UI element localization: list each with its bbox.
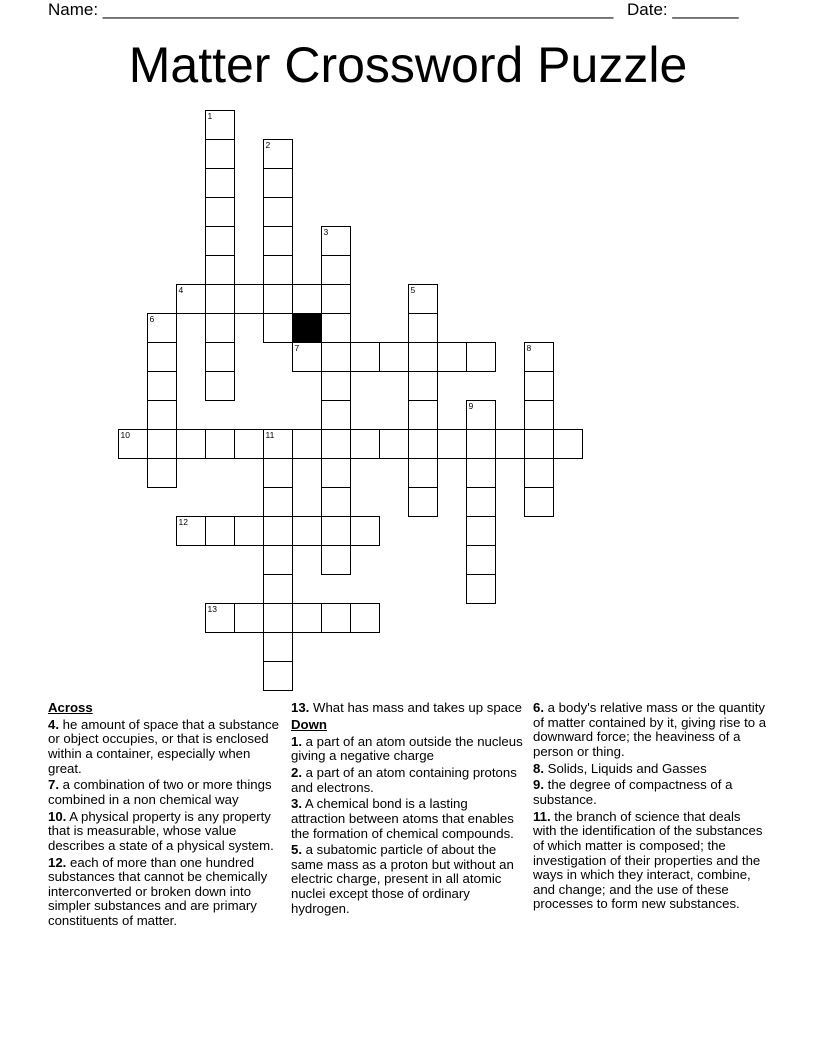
crossword-cell[interactable]: [408, 342, 438, 372]
crossword-cell[interactable]: [524, 342, 554, 372]
crossword-cell[interactable]: [524, 371, 554, 401]
crossword-cell[interactable]: [263, 197, 293, 227]
crossword-cell[interactable]: [234, 603, 264, 633]
clue-down-5: 5. a subatomic particle of about the same mass as a proton but without an electric charge, present in all atomic nuclei except those of ordinary hydrogen.: [291, 842, 514, 916]
clue-number: 2: [265, 140, 271, 150]
crossword-cell[interactable]: [263, 574, 293, 604]
clue-number: 13: [207, 604, 217, 614]
clue-across-10: 10. A physical property is any property that is measurable, whose value describes a state of a physical system.: [48, 808, 274, 853]
crossword-cell[interactable]: [263, 226, 293, 256]
crossword-cell[interactable]: [263, 168, 293, 198]
crossword-cell[interactable]: [495, 429, 525, 459]
crossword-cell[interactable]: [524, 458, 554, 488]
crossword-cell[interactable]: [466, 429, 496, 459]
crossword-cell[interactable]: [408, 371, 438, 401]
crossword-cell[interactable]: [292, 342, 322, 372]
crossword-cell[interactable]: [263, 487, 293, 517]
crossword-cell[interactable]: [263, 661, 293, 691]
crossword-cell[interactable]: [118, 429, 148, 459]
crossword-cell[interactable]: [553, 429, 583, 459]
crossword-cell[interactable]: [466, 545, 496, 575]
crossword-cell[interactable]: [205, 371, 235, 401]
clue-number: 7: [294, 343, 300, 353]
crossword-cell[interactable]: [321, 603, 351, 633]
crossword-cell[interactable]: [292, 516, 322, 546]
crossword-cell[interactable]: [466, 487, 496, 517]
crossword-cell[interactable]: [408, 458, 438, 488]
crossword-cell[interactable]: [263, 284, 293, 314]
crossword-cell[interactable]: [350, 516, 380, 546]
clue-number: 5: [410, 285, 416, 295]
crossword-cell[interactable]: [176, 516, 206, 546]
crossword-cell[interactable]: [263, 313, 293, 343]
crossword-cell[interactable]: [205, 429, 235, 459]
crossword-cell[interactable]: [147, 458, 177, 488]
crossword-cell[interactable]: [466, 400, 496, 430]
crossword-cell[interactable]: [234, 516, 264, 546]
crossword-cell[interactable]: [466, 342, 496, 372]
crossword-cell[interactable]: [205, 516, 235, 546]
clue-down-8: 8. Solids, Liquids and Gasses: [533, 760, 707, 776]
crossword-cell[interactable]: [292, 603, 322, 633]
crossword-cell[interactable]: [205, 139, 235, 169]
crossword-cell[interactable]: [263, 516, 293, 546]
clues-column-3: [533, 701, 767, 914]
page-title: Matter Crossword Puzzle: [128, 37, 688, 93]
crossword-cell[interactable]: [263, 603, 293, 633]
clue-across-4: 4. he amount of space that a substance or object occupies, or that is enclosed within a container, especially when great.: [48, 716, 279, 776]
crossword-cell[interactable]: [466, 574, 496, 604]
crossword-cell[interactable]: [321, 255, 351, 285]
crossword-cell[interactable]: [321, 545, 351, 575]
crossword-cell[interactable]: [408, 313, 438, 343]
crossword-black-cell: [292, 313, 322, 343]
crossword-cell[interactable]: [350, 429, 380, 459]
clue-number: 9: [468, 401, 474, 411]
clue-number: 11: [265, 430, 275, 440]
crossword-cell[interactable]: [205, 313, 235, 343]
crossword-cell[interactable]: [408, 429, 438, 459]
crossword-cell[interactable]: [263, 632, 293, 662]
crossword-cell[interactable]: [321, 487, 351, 517]
crossword-cell[interactable]: [466, 516, 496, 546]
clue-across-7: 7. a combination of two or more things combined in a non chemical way: [48, 777, 272, 807]
crossword-cell[interactable]: [466, 458, 496, 488]
crossword-cell[interactable]: [321, 226, 351, 256]
clue-across-12: 12. each of more than one hundred substances that cannot be chemically interconverted or broken down into simpler substances and are primary constituents of matter.: [48, 854, 268, 929]
clue-number: 3: [323, 227, 329, 237]
crossword-cell[interactable]: [321, 458, 351, 488]
crossword-cell[interactable]: [147, 400, 177, 430]
crossword-cell[interactable]: [205, 255, 235, 285]
crossword-cell[interactable]: [263, 429, 293, 459]
crossword-cell[interactable]: [263, 139, 293, 169]
clue-across-13: 13. What has mass and takes up space: [291, 700, 522, 715]
crossword-cell[interactable]: [408, 400, 438, 430]
clue-down-1: 1. a part of an atom outside the nucleus giving a negative charge: [291, 733, 523, 764]
crossword-cell[interactable]: [524, 487, 554, 517]
clue-down-6: 6. a body's relative mass or the quantity of matter contained by it, giving rise to a downward force; the heaviness of a person or thing.: [533, 700, 767, 759]
crossword-cell[interactable]: [176, 429, 206, 459]
crossword-cell[interactable]: [524, 400, 554, 430]
crossword-cell[interactable]: [205, 603, 235, 633]
clue-down-11: 11. the branch of science that deals with the identification of the substances of which matter is composed; the investigation of their properties and the ways in which they interact, combine, and change; and the use of these processes to form new substances.: [533, 808, 763, 912]
crossword-cell[interactable]: [321, 313, 351, 343]
crossword-cell[interactable]: [147, 342, 177, 372]
clue-number: 6: [149, 314, 155, 324]
crossword-cell[interactable]: [263, 458, 293, 488]
clue-number: 10: [120, 430, 130, 440]
crossword-cell[interactable]: [263, 255, 293, 285]
crossword-cell[interactable]: [292, 284, 322, 314]
crossword-cell[interactable]: [408, 487, 438, 517]
crossword-cell[interactable]: [321, 371, 351, 401]
crossword-cell[interactable]: [437, 429, 467, 459]
crossword-cell[interactable]: [350, 342, 380, 372]
crossword-cell[interactable]: [147, 313, 177, 343]
clue-number: 8: [526, 343, 532, 353]
name-field[interactable]: Name: ______________________________________________________: [48, 0, 614, 19]
crossword-cell[interactable]: [350, 603, 380, 633]
date-field[interactable]: Date: _______: [627, 0, 739, 19]
clue-number: 1: [207, 111, 213, 121]
crossword-cell[interactable]: [205, 110, 235, 140]
clue-number: 12: [178, 517, 188, 527]
clue-down-2: 2. a part of an atom containing protons and electrons.: [291, 764, 517, 795]
clue-down-3: 3. A chemical bond is a lasting attraction between atoms that enables the formation of chemical compounds.: [291, 796, 514, 841]
crossword-cell[interactable]: [147, 371, 177, 401]
crossword-cell[interactable]: [234, 284, 264, 314]
crossword-cell[interactable]: [379, 429, 409, 459]
clues-column-1: [48, 701, 282, 931]
crossword-cell[interactable]: [205, 168, 235, 198]
crossword-cell[interactable]: [176, 284, 206, 314]
crossword-cell[interactable]: [234, 429, 264, 459]
crossword-cell[interactable]: [408, 284, 438, 314]
crossword-cell[interactable]: [263, 545, 293, 575]
crossword-cell[interactable]: [437, 342, 467, 372]
across-heading: Across: [48, 700, 93, 715]
crossword-cell[interactable]: [205, 197, 235, 227]
crossword-cell[interactable]: [205, 342, 235, 372]
down-heading: Down: [291, 716, 327, 732]
crossword-cell[interactable]: [321, 342, 351, 372]
clue-number: 4: [178, 285, 184, 295]
clues-column-2: [291, 701, 525, 918]
crossword-cell[interactable]: [321, 429, 351, 459]
crossword-cell[interactable]: [205, 226, 235, 256]
crossword-cell[interactable]: [292, 429, 322, 459]
crossword-cell[interactable]: [147, 429, 177, 459]
crossword-cell[interactable]: [321, 284, 351, 314]
crossword-cell[interactable]: [205, 284, 235, 314]
crossword-cell[interactable]: [379, 342, 409, 372]
crossword-cell[interactable]: [321, 516, 351, 546]
clue-down-9: 9. the degree of compactness of a substance.: [533, 777, 733, 807]
crossword-cell[interactable]: [321, 400, 351, 430]
crossword-cell[interactable]: [524, 429, 554, 459]
